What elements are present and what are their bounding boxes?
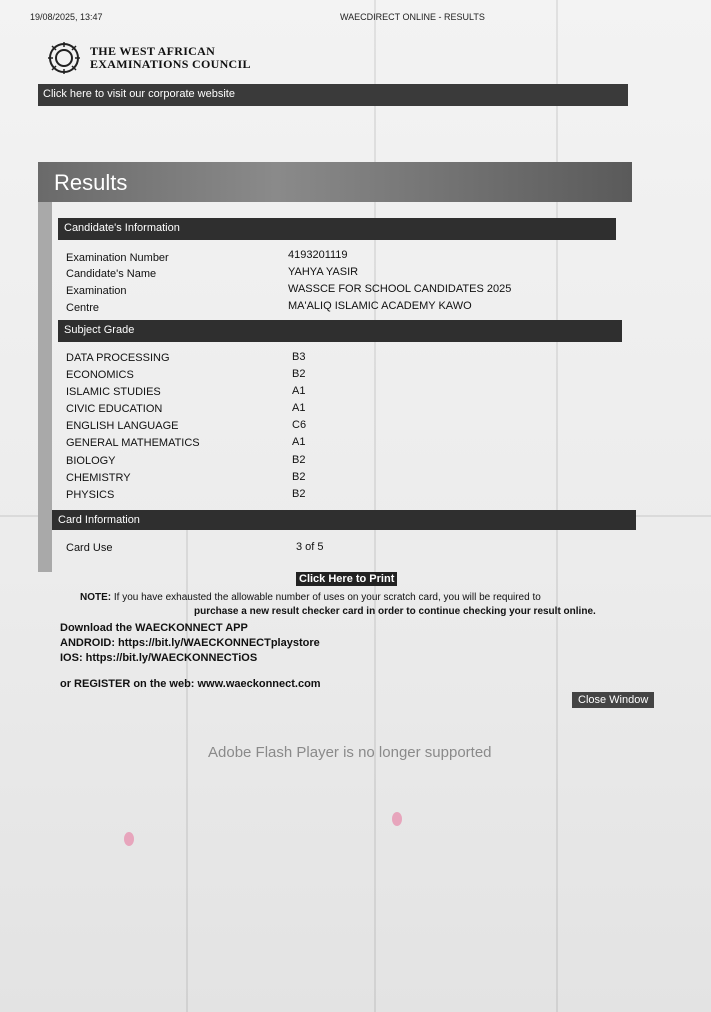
print-datetime: 19/08/2025, 13:47 bbox=[30, 12, 103, 22]
exam-number-value: 4193201119 bbox=[288, 249, 348, 261]
candidate-label: Candidate's Name bbox=[66, 268, 157, 280]
subject-grade: A1 bbox=[292, 385, 306, 397]
print-button[interactable]: Click Here to Print bbox=[296, 572, 397, 586]
council-name bbox=[90, 45, 251, 71]
note-line1: If you have exhausted the allowable number of uses on your scratch card, you will be required to bbox=[111, 592, 541, 603]
brand-header bbox=[48, 42, 251, 74]
android-link[interactable]: ANDROID: https://bit.ly/WAECKONNECTplaystore bbox=[60, 637, 320, 649]
subject-grade: B2 bbox=[292, 488, 306, 500]
ink-smudge bbox=[124, 832, 134, 846]
subject-name: GENERAL MATHEMATICS bbox=[66, 437, 200, 449]
card-use-label: Card Use bbox=[66, 542, 113, 554]
paper-fold bbox=[374, 0, 376, 1012]
candidate-label: Examination Number bbox=[66, 252, 169, 264]
subject-grade: B2 bbox=[292, 368, 306, 380]
flash-player-notice: Adobe Flash Player is no longer supported bbox=[208, 744, 492, 761]
print-page-title: WAECDIRECT ONLINE - RESULTS bbox=[340, 12, 485, 22]
close-window-button[interactable]: Close Window bbox=[572, 692, 654, 708]
note-prefix: NOTE: bbox=[80, 592, 112, 603]
note-line2: purchase a new result checker card in order to continue checking your result online. bbox=[194, 606, 596, 617]
results-title-bar bbox=[38, 162, 632, 202]
subject-name: ENGLISH LANGUAGE bbox=[66, 420, 179, 432]
subject-name: DATA PROCESSING bbox=[66, 352, 170, 364]
ios-link[interactable]: IOS: https://bit.ly/WAECKONNECTiOS bbox=[60, 652, 258, 664]
download-title: Download the WAECKONNECT APP bbox=[60, 622, 248, 634]
council-name-line2: EXAMINATIONS COUNCIL bbox=[90, 57, 251, 71]
subject-name: PHYSICS bbox=[66, 489, 115, 501]
subject-name: CIVIC EDUCATION bbox=[66, 403, 163, 415]
subject-name: CHEMISTRY bbox=[66, 472, 131, 484]
subject-name: BIOLOGY bbox=[66, 455, 116, 467]
scratch-card-note bbox=[80, 592, 670, 603]
candidate-label: Centre bbox=[66, 302, 100, 314]
card-use-value: 3 of 5 bbox=[296, 541, 324, 553]
subject-grade: A1 bbox=[292, 436, 306, 448]
subject-grade: C6 bbox=[292, 419, 307, 431]
candidate-section-title: Candidate's Information bbox=[64, 222, 180, 234]
results-title: Results bbox=[54, 170, 128, 195]
ink-smudge bbox=[392, 812, 402, 826]
examination-value: WASSCE FOR SCHOOL CANDIDATES 2025 bbox=[288, 283, 512, 295]
paper-fold bbox=[556, 0, 558, 1012]
waec-seal-icon bbox=[48, 42, 80, 74]
centre-value: MA'ALIQ ISLAMIC ACADEMY KAWO bbox=[288, 300, 472, 312]
subject-grade: B2 bbox=[292, 471, 306, 483]
subject-section-header bbox=[58, 320, 622, 342]
results-panel-edge bbox=[38, 202, 52, 572]
subject-name: ISLAMIC STUDIES bbox=[66, 386, 161, 398]
subject-grade: B2 bbox=[292, 454, 306, 466]
card-section-title: Card Information bbox=[58, 514, 140, 526]
subject-grade: B3 bbox=[292, 351, 306, 363]
corporate-website-link[interactable]: Click here to visit our corporate website bbox=[43, 88, 235, 100]
subject-name: ECONOMICS bbox=[66, 369, 134, 381]
card-section-header bbox=[52, 510, 636, 530]
subject-grade: A1 bbox=[292, 402, 306, 414]
register-link[interactable]: or REGISTER on the web: www.waeckonnect.com bbox=[60, 678, 321, 690]
candidate-name-value: YAHYA YASIR bbox=[288, 266, 359, 278]
candidate-section-header bbox=[58, 218, 616, 240]
candidate-label: Examination bbox=[66, 285, 127, 297]
council-name-line1: THE WEST AFRICAN bbox=[90, 44, 216, 58]
corporate-nav-bar bbox=[38, 84, 628, 106]
subject-section-title: Subject Grade bbox=[64, 324, 135, 336]
